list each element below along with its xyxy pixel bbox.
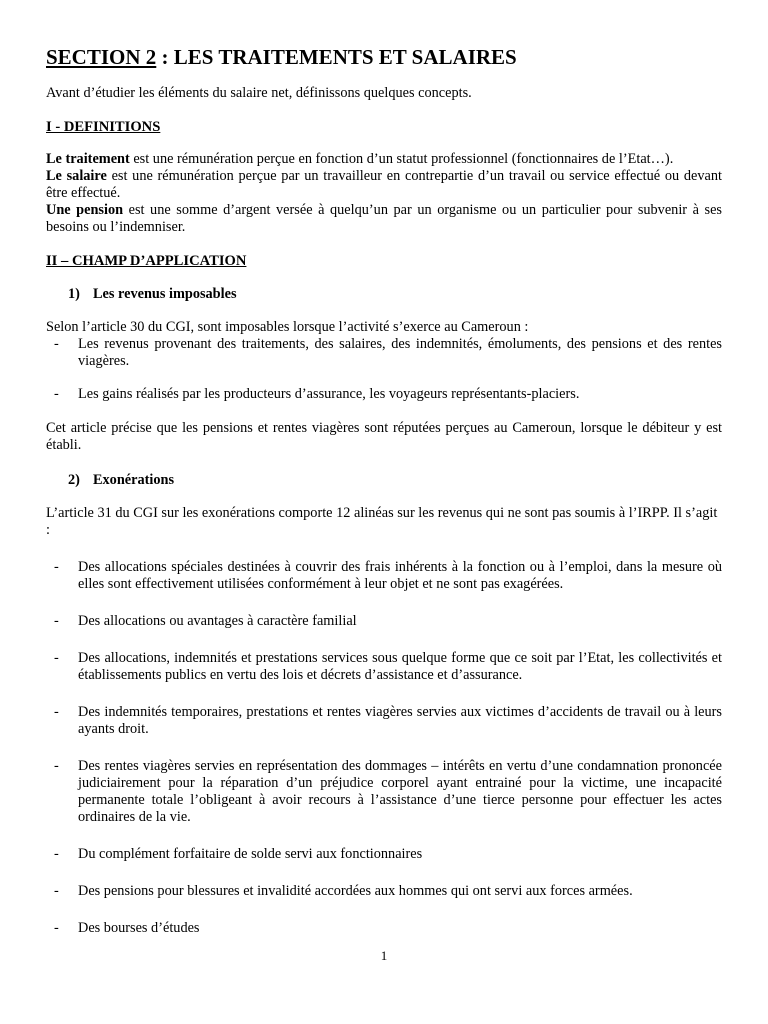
section-title xyxy=(46,44,722,70)
list-item-text: Des bourses d’études xyxy=(78,920,200,936)
subsection-heading-exonerations xyxy=(68,471,722,489)
list-item xyxy=(46,386,722,403)
list-item-text: Des allocations spéciales destinées à couvrir des frais inhérents à la fonction ou à l’emploi, dans la mesure où elles sont effectivement utilisées conformément à leur objet et ne sont pas exagérées. xyxy=(78,559,722,592)
list-item-text: Des indemnités temporaires, prestations et rentes viagères servies aux victimes d’accidents de travail ou à leurs ayants droit. xyxy=(78,704,722,737)
list-item-text: Des rentes viagères servies en représentation des dommages – intérêts en vertu d’une condamnation prononcée judiciairement pour la réparation d’un préjudice corporel ayant entrainé pour la victime, une incapacité permanente totale l’obligeant à avoir recours à l’assistance d’une tierce personne pour effectuer les actes ordinaires de la vie. xyxy=(78,758,722,825)
list-item xyxy=(46,650,722,684)
revenus-list xyxy=(46,336,722,403)
dash-bullet: - xyxy=(54,613,59,629)
subsection-number: 2) xyxy=(68,472,80,488)
definition-text: est une rémunération perçue par un travailleur en contrepartie d’un travail ou service effectué ou devant être effectué. xyxy=(46,168,722,201)
dash-bullet: - xyxy=(54,758,59,774)
dash-bullet: - xyxy=(54,650,59,666)
definition-salaire xyxy=(46,168,722,202)
list-item-text: Des allocations ou avantages à caractère familial xyxy=(78,613,357,629)
exonerations-list xyxy=(46,559,722,937)
subsection-title: Exonérations xyxy=(93,472,175,488)
list-item-text: Des allocations, indemnités et prestations services sous quelque forme que ce soit par l’Etat, les collectivités et établissements publics en vertu des lois et décrets d’assistance et d’assurance. xyxy=(78,650,722,683)
list-item xyxy=(46,336,722,370)
definition-term: Le traitement xyxy=(46,151,130,167)
dash-bullet: - xyxy=(54,704,59,720)
list-item xyxy=(46,846,722,863)
list-item xyxy=(46,559,722,593)
dash-bullet: - xyxy=(54,846,59,862)
section-label: SECTION 2 xyxy=(46,45,157,69)
page-number: 1 xyxy=(380,948,388,963)
list-item xyxy=(46,704,722,738)
subsection-number: 1) xyxy=(68,286,80,302)
definition-term: Une pension xyxy=(46,202,124,218)
champ-heading: II – CHAMP D’APPLICATION xyxy=(46,253,247,269)
dash-bullet: - xyxy=(54,386,59,402)
definition-text: est une rémunération perçue en fonction d’un statut professionnel (fonctionnaires de l’Etat…). xyxy=(129,151,674,167)
list-item-text: Les gains réalisés par les producteurs d’assurance, les voyageurs représentants-placiers. xyxy=(78,386,580,402)
definition-text: est une somme d’argent versée à quelqu’un par un organisme ou un particulier pour subvenir à ses besoins ou l’indemniser. xyxy=(46,202,722,235)
exonerations-intro: L’article 31 du CGI sur les exonérations comporte 12 alinéas sur les revenus qui ne sont pas soumis à l’IRPP. Il s’agit : xyxy=(46,505,718,538)
definition-traitement xyxy=(46,151,722,168)
list-item xyxy=(46,758,722,826)
intro-paragraph: Avant d’étudier les éléments du salaire net, définissons quelques concepts. xyxy=(46,85,472,101)
revenus-note: Cet article précise que les pensions et rentes viagères sont réputées perçues au Cameroun, lorsque le débiteur y est établi. xyxy=(46,420,722,453)
list-item xyxy=(46,920,722,937)
dash-bullet: - xyxy=(54,920,59,936)
definition-pension xyxy=(46,202,722,236)
list-item xyxy=(46,883,722,900)
definitions-heading: I - DEFINITIONS xyxy=(46,119,161,135)
list-item-text: Du complément forfaitaire de solde servi aux fonctionnaires xyxy=(78,846,423,862)
subsection-heading-revenus xyxy=(68,285,722,303)
list-item-text: Les revenus provenant des traitements, des salaires, des indemnités, émoluments, des pensions et des rentes viagères. xyxy=(78,336,722,369)
revenus-intro: Selon l’article 30 du CGI, sont imposables lorsque l’activité s’exerce au Cameroun : xyxy=(46,319,529,335)
document-page xyxy=(46,44,722,937)
definition-term: Le salaire xyxy=(46,168,107,184)
dash-bullet: - xyxy=(54,559,59,575)
dash-bullet: - xyxy=(54,883,59,899)
list-item xyxy=(46,613,722,630)
subsection-title: Les revenus imposables xyxy=(93,286,237,302)
dash-bullet: - xyxy=(54,336,59,352)
section-title-text: : LES TRAITEMENTS ET SALAIRES xyxy=(156,45,517,69)
list-item-text: Des pensions pour blessures et invalidité accordées aux hommes qui ont servi aux forces armées. xyxy=(78,883,633,899)
